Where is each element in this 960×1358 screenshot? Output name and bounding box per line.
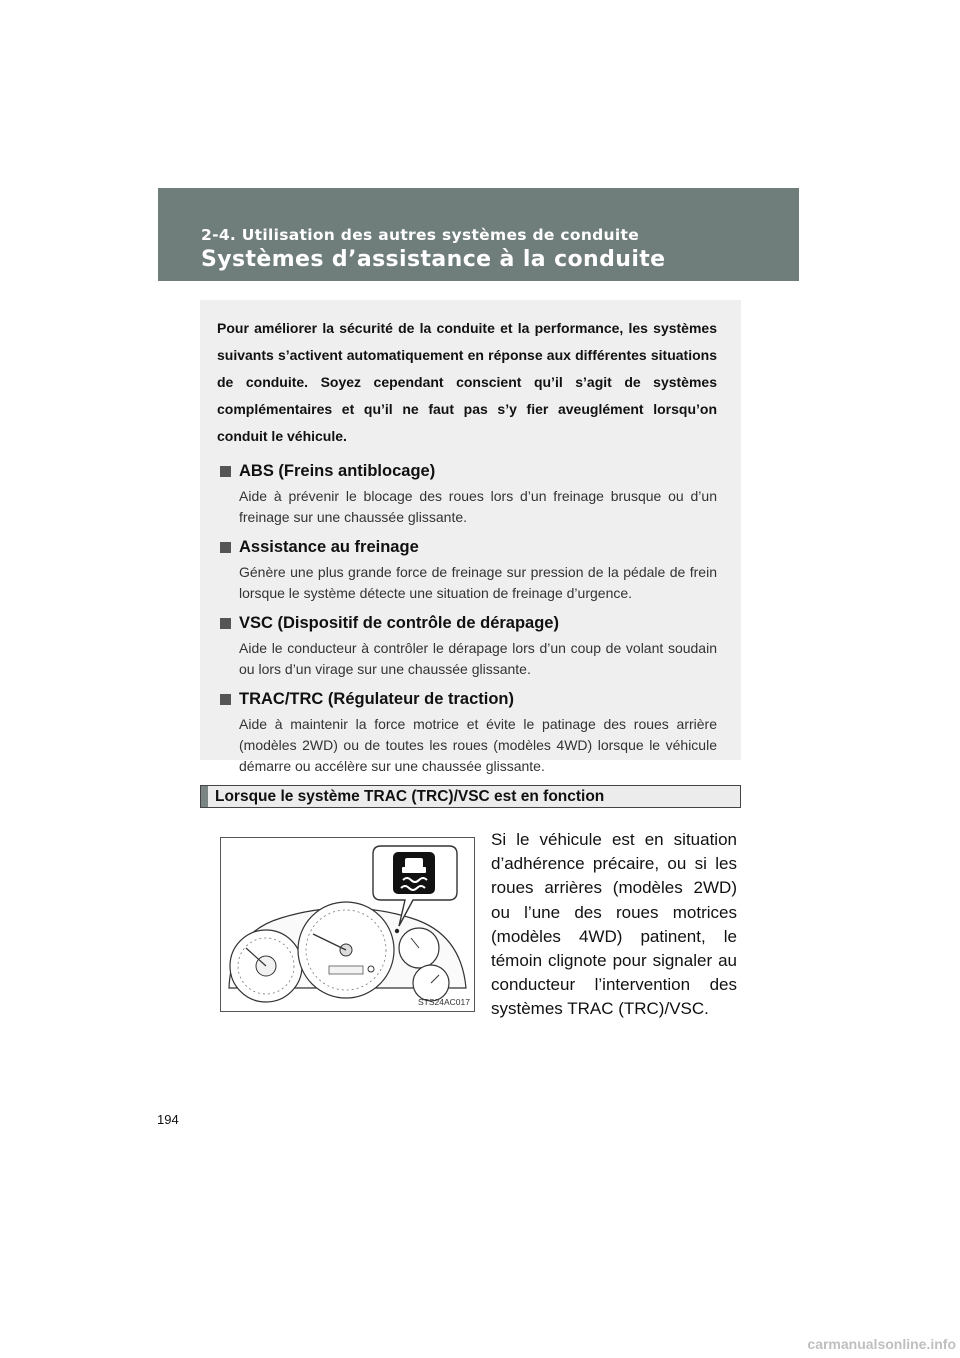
page-title: Systèmes d’assistance à la conduite xyxy=(201,247,666,272)
item-description: Aide le conducteur à contrôler le dérapage lors d’un coup de volant soudain ou lors d’un virage sur une chaussée glissante. xyxy=(239,640,717,677)
item-vsc xyxy=(217,610,717,680)
square-bullet-icon xyxy=(220,618,231,629)
figure-caption: STS24AC017 xyxy=(418,997,470,1007)
subsection-body: Si le véhicule est en situation d’adhérence précaire, ou si les roues arrières (modèles 2WD) ou l’une des roues motrices (modèles 4WD) patinent, le témoin clignote pour signaler au conducteur l’intervention des systèmes TRAC (TRC)/VSC. xyxy=(491,830,737,1019)
slip-indicator-icon xyxy=(393,852,435,894)
item-description: Aide à prévenir le blocage des roues lors d’un freinage brusque ou d’un freinage sur une chaussée glissante. xyxy=(239,488,717,525)
item-description: Génère une plus grande force de freinage sur pression de la pédale de frein lorsque le système détecte une situation de freinage d’urgence. xyxy=(239,564,717,601)
subsection-title: Lorsque le système TRAC (TRC)/VSC est en fonction xyxy=(215,788,605,805)
square-bullet-icon xyxy=(220,466,231,477)
item-description: Aide à maintenir la force motrice et évite le patinage des roues arrière (modèles 2WD) ou de toutes les roues (modèles 4WD) lorsque le véhicule démarre ou accélère sur une chaussée glissante. xyxy=(239,716,717,774)
item-heading xyxy=(217,458,717,484)
square-bullet-icon xyxy=(220,694,231,705)
subsection-header xyxy=(200,785,741,808)
item-abs xyxy=(217,458,717,528)
item-brake-assist xyxy=(217,534,717,604)
item-heading-text: ABS (Freins antiblocage) xyxy=(239,461,436,480)
section-label: 2-4. Utilisation des autres systèmes de conduite xyxy=(201,226,640,244)
instrument-cluster-drawing xyxy=(221,838,474,1011)
watermark: carmanualsonline.info xyxy=(807,1336,956,1352)
item-heading xyxy=(217,534,717,560)
subsection-accent xyxy=(201,786,208,807)
dashboard-illustration xyxy=(220,837,475,1012)
item-heading-text: TRAC/TRC (Régulateur de traction) xyxy=(239,689,515,708)
page-number: 194 xyxy=(157,1112,179,1127)
square-bullet-icon xyxy=(220,542,231,553)
item-heading xyxy=(217,686,717,712)
chapter-header xyxy=(158,188,799,281)
item-heading-text: Assistance au freinage xyxy=(239,537,419,556)
intro-paragraph: Pour améliorer la sécurité de la conduite et la performance, les systèmes suivants s’activent automatiquement en réponse aux différentes situations de conduite. Soyez cependant conscient qu’il s’agit de systèmes complémentaires et qu’il ne faut pas s’y fier aveuglément lorsqu’on conduit le véhicule. xyxy=(217,320,717,444)
item-heading-text: VSC (Dispositif de contrôle de dérapage) xyxy=(239,613,559,632)
item-heading xyxy=(217,610,717,636)
intro-box xyxy=(200,300,741,774)
item-trac xyxy=(217,686,717,777)
